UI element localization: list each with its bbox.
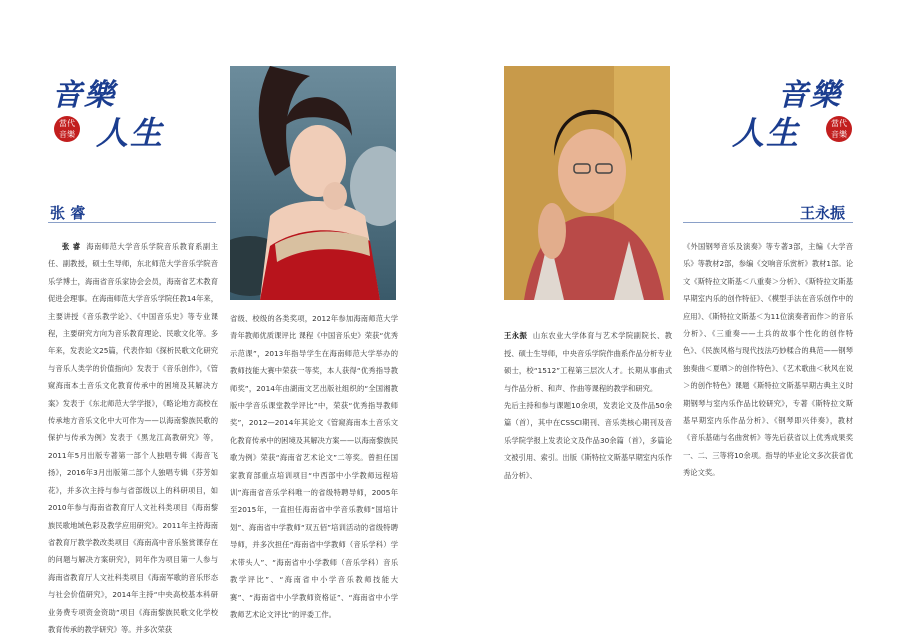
logo-line1: 音樂: [778, 78, 842, 113]
bio-text-left-2: 省级、校级的各类奖项，2012年参加海南师范大学青年教师优质课评比 课程《中国音乐史》荣获“优秀示范课”，2013年指导学生在海南师范大学举办的教师技能大赛中荣获一等奖，本人获得“优秀指导教师奖”，2014年由湖南文艺出版社组织的“全国湘教版中学音乐课堂教学评比”中，荣获“优秀指导教师奖”，2012—2014年其论文《管窥海南本土音乐文化教育传承中的困境及其解决方案——以海南黎族民歌为例》荣获“海南省艺术论文”二等奖。曾担任国家教育部重点培训项目“中西部中小学教师远程培训”海南省音乐学科唯一的省级特聘导师，2005年至2015年，一直担任海南省中学音乐教师“国培计划”、海南省中学教师“双五佰”培训活动的省级特聘导师，并多次担任“海南省中学教师（音乐学科）学术带头人”、“海南省中小学教师（音乐学科）音乐教学评比”、“海南省中小学音乐教师技能大赛”、“海南省中小学教师资格证”、“海南省中小学教师艺术论文评比”的评委工作。: [230, 314, 398, 619]
music-life-logo-right: [728, 70, 868, 150]
logo-line1: 音樂: [52, 78, 116, 113]
bio-text-right-1: 山东农业大学体育与艺术学院副院长、教授、硕士生导师，中央音乐学院作曲系作品分析专业硕士，校“1512”工程第三层次人才。长期从事曲式与作品分析、和声、作曲等课程的教学和研究。 先后主持和参与课题10余项，发表论文及作品50余篇（首），其中在CSSCI期刊、音乐类核心期刊及音乐学院学报上发表论文及作品30余篇（首），多篇论文被引用、索引。出版《斯特拉文斯基早期室内乐作品分析》、: [504, 331, 673, 480]
bio-column-left-1: [48, 238, 218, 638]
bio-column-right-2: [683, 238, 853, 482]
person-name-left: 张 睿: [50, 204, 86, 222]
bio-text-left-1: 海南师范大学音乐学院音乐教育系副主任、副教授，硕士生导师，东北师范大学音乐学院音乐学博士，海南省音乐家协会会员，海南省艺术教育促进会理事。在海南师范大学音乐学院任教14年来，主要讲授《音乐教学论》、《中国音乐史》等专业课程，主要研究方向为音乐教育理论、民歌文化等。多年来，发表论文25篇，代表作如《探析民歌文化研究与音乐人类学的价值指向》发表于《音乐创作》，《管窥海南本土音乐文化教育传承中的困境及其解决方案》发表于《东北师范大学学报》，《略论地方高校在传承地方音乐文化中大可作为——以海南黎族民歌的保护与传承为例》发表于《黑龙江高教研究》等，2011年5月出版专著第一部个人独唱专辑《海音飞扬》，2016年3月出版第二部个人独唱专辑《芬芳如花》，并多次主持与参与省部级以上的科研项目，如2010年参与海南省教育厅人文社科类项目《海南黎族民歌地域色彩及教学应用研究》。2011年主持海南省教育厅教学教改类项目《海南高中音乐鉴赏课存在的问题与解决方案研究》，同年作为项目第一人参与海南省教育厅人文社科类项目《海南军歌的音乐形态与社会价值研究》，2014年主持“中央高校基本科研业务费专项资金资助”项目《海南黎族民歌文化学校教育传承的教学研究》等。并多次荣获: [48, 242, 218, 634]
name-divider-left: [48, 222, 216, 223]
bio-text-right-2: 《外国钢琴音乐及演奏》等专著3部，主编《大学音乐》等教材2部，参编《交响音乐赏析》教材1部。论文《斯特拉文斯基＜八重奏＞分析》、《斯特拉文斯基早期室内乐的创作特征》、《模型手法在音乐创作中的应用》、《斯特拉文斯基＜为11位演奏者而作＞的音乐分析》、《三重奏——土兵的故事个性化的创作特色》、《民族风格与现代技法巧妙糅合的典范——钢琴独奏曲＜夏晒＞的创作特色》、《艺术歌曲＜秋风在说＞的创作特色》课题《斯特拉文斯基早期古典主义时期钢琴与室内乐作品比较研究》，专著《斯特拉文斯基早期室内乐作品分析》、《钢琴即兴伴奏》，教材《音乐基础与名曲赏析》等先后获省以上优秀成果奖一、二、三等将10余项。指导的毕业论文多次获省优秀论文奖。: [683, 242, 853, 478]
logo-seal: [826, 116, 852, 142]
logo-line2: 人生: [732, 114, 801, 152]
bio-column-right-1: [504, 310, 672, 484]
logo-seal: [54, 116, 80, 142]
portrait-photo-right: [504, 66, 670, 300]
logo-line2: 人生: [96, 114, 165, 152]
music-life-logo-left: [50, 70, 190, 150]
bio-lead-name-left: 张 睿: [62, 242, 81, 251]
portrait-photo-left: [230, 66, 396, 300]
bio-column-left-2: [230, 310, 398, 623]
person-name-right: 王永振: [800, 204, 846, 222]
logo-seal-text: 當代 音樂: [59, 119, 75, 139]
name-divider-right: [683, 222, 853, 223]
logo-seal-text: 當代 音樂: [831, 119, 847, 139]
bio-lead-name-right: 王永振: [504, 331, 528, 341]
